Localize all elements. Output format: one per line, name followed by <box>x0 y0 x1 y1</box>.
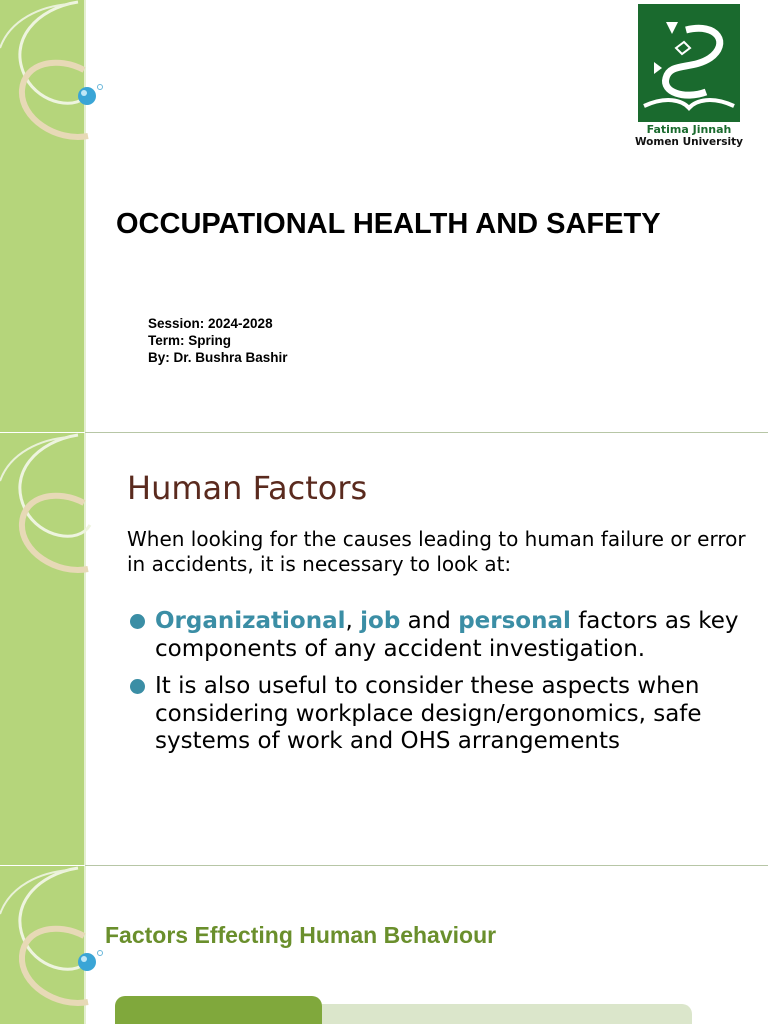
slide-factors-behaviour <box>0 866 768 1024</box>
swirl-decoration <box>0 433 110 583</box>
slide-heading: Human Factors <box>127 469 368 507</box>
highlight-job: job <box>360 608 401 634</box>
diagram-header-tab <box>115 996 322 1024</box>
swirl-decoration <box>0 866 110 1016</box>
session-text: Session: 2024-2028 <box>148 316 273 331</box>
bullet-text: factors as key components of any accident investigation. <box>155 608 739 662</box>
bullet-comma: , <box>345 608 353 634</box>
slide-human-factors <box>0 433 768 865</box>
course-title: OCCUPATIONAL HEALTH AND SAFETY <box>116 208 661 240</box>
intro-paragraph: When looking for the causes leading to human failure or error in accidents, it is necessary to look at: <box>127 527 746 576</box>
term-text: Term: Spring <box>148 333 232 348</box>
bullet-text: It is also useful to consider these aspects when considering workplace design/ergonomics, safe systems of work and OHS arrangements <box>155 673 702 754</box>
bullet-dot-icon <box>130 614 145 629</box>
bullet-dot-icon <box>130 679 145 694</box>
university-logo <box>626 4 752 148</box>
highlight-personal: personal <box>458 608 571 634</box>
highlight-organizational: Organizational <box>155 608 346 634</box>
slide-title <box>0 0 768 432</box>
bullet-item <box>127 673 757 756</box>
bullet-list <box>127 608 757 766</box>
logo-text-line2: Women University <box>634 136 744 148</box>
diagram-header-bar <box>322 1004 692 1024</box>
bullet-item <box>127 608 757 663</box>
bullet-and: and <box>407 608 451 634</box>
logo-text-line1: Fatima Jinnah <box>646 123 732 136</box>
course-meta <box>148 315 288 366</box>
author-text: By: Dr. Bushra Bashir <box>148 350 288 365</box>
slide-heading: Factors Effecting Human Behaviour <box>105 922 497 948</box>
swirl-decoration <box>0 0 110 150</box>
